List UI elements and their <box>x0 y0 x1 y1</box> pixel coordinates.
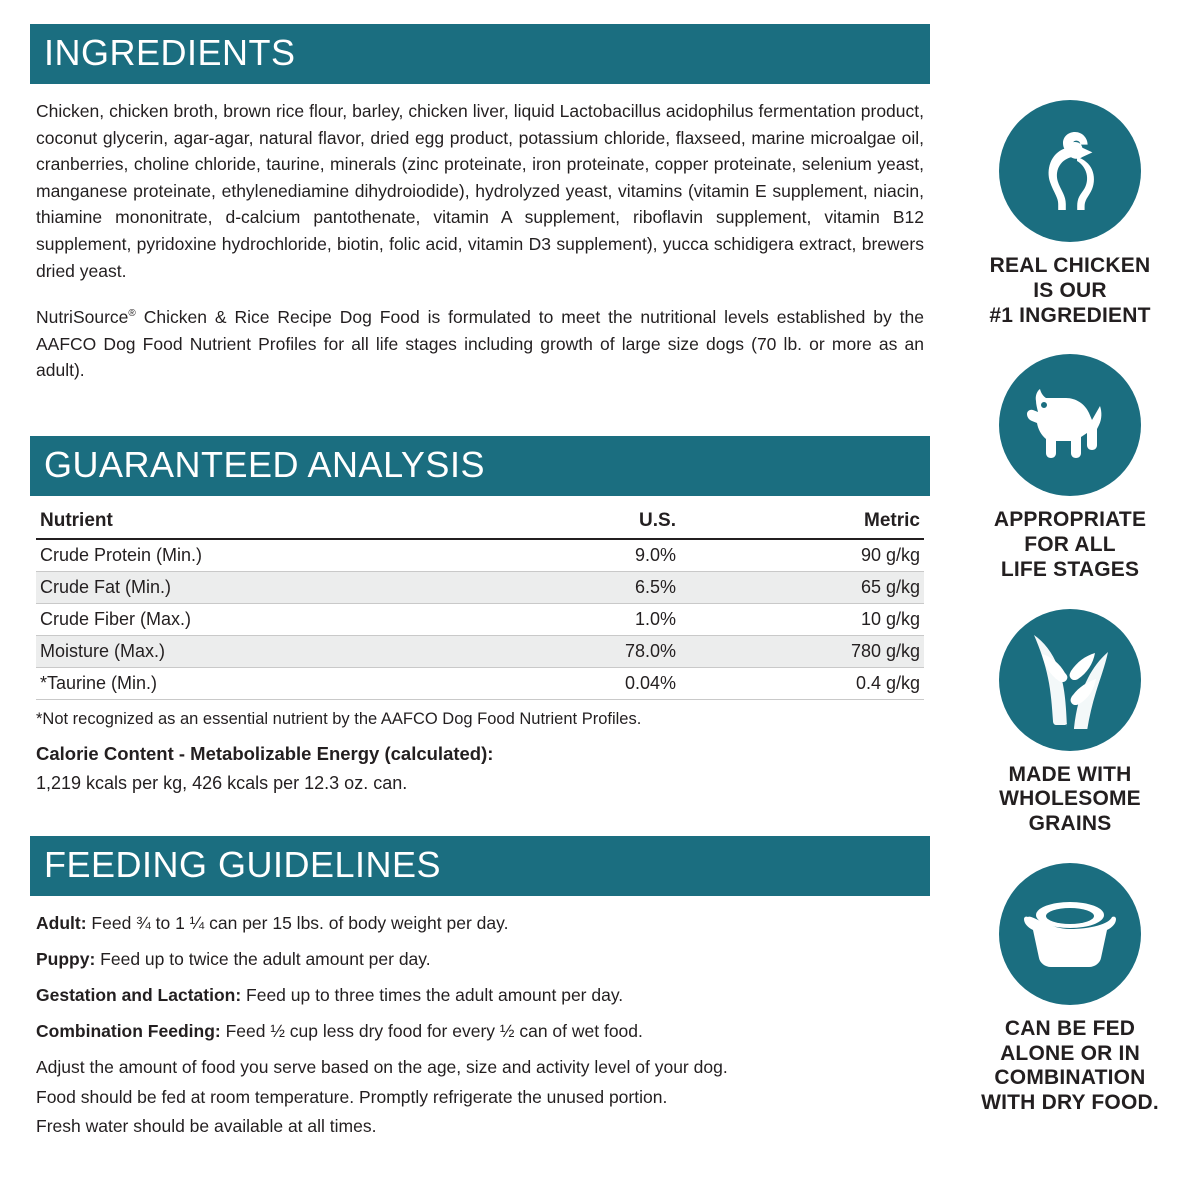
badge-life-stages <box>955 354 1185 582</box>
guaranteed-analysis-heading: GUARANTEED ANALYSIS <box>30 436 930 496</box>
feeding-text-puppy: Feed up to twice the adult amount per day. <box>95 949 431 970</box>
column-header-nutrient: Nutrient <box>36 502 462 539</box>
feeding-guidelines-body <box>30 910 930 1140</box>
badge-wholesome-grains <box>955 609 1185 837</box>
feeding-text-combination: Feed ½ cup less dry food for every ½ can of wet food. <box>220 1021 643 1042</box>
nutrient-name: Crude Fat (Min.) <box>36 571 462 603</box>
badge-circle <box>999 354 1141 496</box>
nutrient-name: Crude Fiber (Max.) <box>36 603 462 635</box>
nutrient-metric-value: 65 g/kg <box>706 571 924 603</box>
calorie-content-value: 1,219 kcals per kg, 426 kcals per 12.3 oz. can. <box>36 772 408 793</box>
nutrient-metric-value: 0.4 g/kg <box>706 667 924 699</box>
taurine-footnote: *Not recognized as an essential nutrient by the AAFCO Dog Food Nutrient Profiles. <box>36 709 642 728</box>
feeding-guidelines-heading: FEEDING GUIDELINES <box>30 836 930 896</box>
badge-label: APPROPRIATE FOR ALL LIFE STAGES <box>993 508 1147 581</box>
feeding-label-combination: Combination Feeding: <box>36 1021 221 1042</box>
feeding-line-combination <box>36 1018 924 1045</box>
badge-circle <box>999 863 1141 1005</box>
table-row <box>36 603 924 635</box>
aafco-statement <box>30 304 930 384</box>
badge-label: REAL CHICKEN IS OUR #1 INGREDIENT <box>989 254 1151 327</box>
feeding-note-3: Fresh water should be available at all times. <box>36 1115 377 1136</box>
feeding-notes <box>36 1054 924 1139</box>
bowl-icon <box>1018 897 1122 971</box>
chicken-icon <box>1031 128 1109 214</box>
feeding-line-adult <box>36 910 924 937</box>
nutrient-us-value: 0.04% <box>462 667 706 699</box>
badge-circle <box>999 100 1141 242</box>
nutrient-metric-value: 780 g/kg <box>706 635 924 667</box>
badge-label: MADE WITH WHOLESOME GRAINS <box>999 762 1141 836</box>
left-column <box>30 24 930 1142</box>
nutrient-us-value: 9.0% <box>462 539 706 572</box>
feeding-label-adult: Adult: <box>36 912 87 933</box>
dog-icon <box>1022 385 1118 465</box>
nutrient-us-value: 6.5% <box>462 571 706 603</box>
wheat-icon <box>1027 631 1113 729</box>
benefit-badges-column <box>955 100 1185 1142</box>
table-header-row <box>36 502 924 539</box>
nutrient-name: Crude Protein (Min.) <box>36 539 462 572</box>
guaranteed-analysis-table <box>36 502 924 700</box>
column-header-us: U.S. <box>462 502 706 539</box>
brand-name: NutriSource <box>36 307 129 328</box>
feeding-text-gestation: Feed up to three times the adult amount per day. <box>241 985 624 1006</box>
table-row <box>36 667 924 699</box>
table-row <box>36 539 924 572</box>
column-header-metric: Metric <box>706 502 924 539</box>
nutrient-name: Moisture (Max.) <box>36 635 462 667</box>
table-row <box>36 571 924 603</box>
guaranteed-analysis-table-wrap <box>30 502 930 700</box>
nutrient-name: *Taurine (Min.) <box>36 667 462 699</box>
table-row <box>36 635 924 667</box>
aafco-statement-text: Chicken & Rice Recipe Dog Food is formulated to meet the nutritional levels established by the AAFCO Dog Food Nutrient Profiles for all life stages including growth of large size dogs (70 lb. or more as an adult). <box>36 307 924 381</box>
nutrient-us-value: 1.0% <box>462 603 706 635</box>
nutrient-metric-value: 10 g/kg <box>706 603 924 635</box>
feeding-note-2: Food should be fed at room temperature. Promptly refrigerate the unused portion. <box>36 1086 668 1107</box>
registered-mark: ® <box>128 308 136 320</box>
feeding-line-gestation <box>36 982 924 1009</box>
badge-label: CAN BE FED ALONE OR IN COMBINATION WITH DRY FOOD. <box>981 1016 1159 1115</box>
ingredients-paragraph: Chicken, chicken broth, brown rice flour, barley, chicken liver, liquid Lactobacillus acidophilus fermentation product, coconut glycerin, agar-agar, natural flavor, dried egg product, potassium chloride, flaxseed, marine microalgae oil, cranberries, choline chloride, taurine, minerals (zinc proteinate, iron proteinate, copper proteinate, selenium yeast, manganese proteinate, ethylenediamine dihydroiodide), hydrolyzed yeast, vitamins (vitamin E supplement, niacin, thiamine mononitrate, d-calcium pantothenate, vitamin A supplement, riboflavin supplement, vitamin B12 supplement, pyridoxine hydrochloride, biotin, folic acid, vitamin D3 supplement), yucca schidigera extract, brewers dried yeast. <box>36 101 924 281</box>
ingredients-heading: INGREDIENTS <box>30 24 930 84</box>
badge-real-chicken <box>955 100 1185 328</box>
calorie-content-title: Calorie Content - Metabolizable Energy (calculated): <box>36 742 494 764</box>
feeding-label-puppy: Puppy: <box>36 949 96 970</box>
nutrient-metric-value: 90 g/kg <box>706 539 924 572</box>
feeding-text-adult: Feed ¾ to 1 ¼ can per 15 lbs. of body weight per day. <box>86 912 509 933</box>
badge-circle <box>999 609 1141 751</box>
feeding-line-puppy <box>36 946 924 973</box>
nutrient-us-value: 78.0% <box>462 635 706 667</box>
feeding-note-1: Adjust the amount of food you serve based on the age, size and activity level of your dog. <box>36 1057 728 1078</box>
feeding-label-gestation: Gestation and Lactation: <box>36 985 242 1006</box>
badge-combination-feeding <box>955 863 1185 1116</box>
